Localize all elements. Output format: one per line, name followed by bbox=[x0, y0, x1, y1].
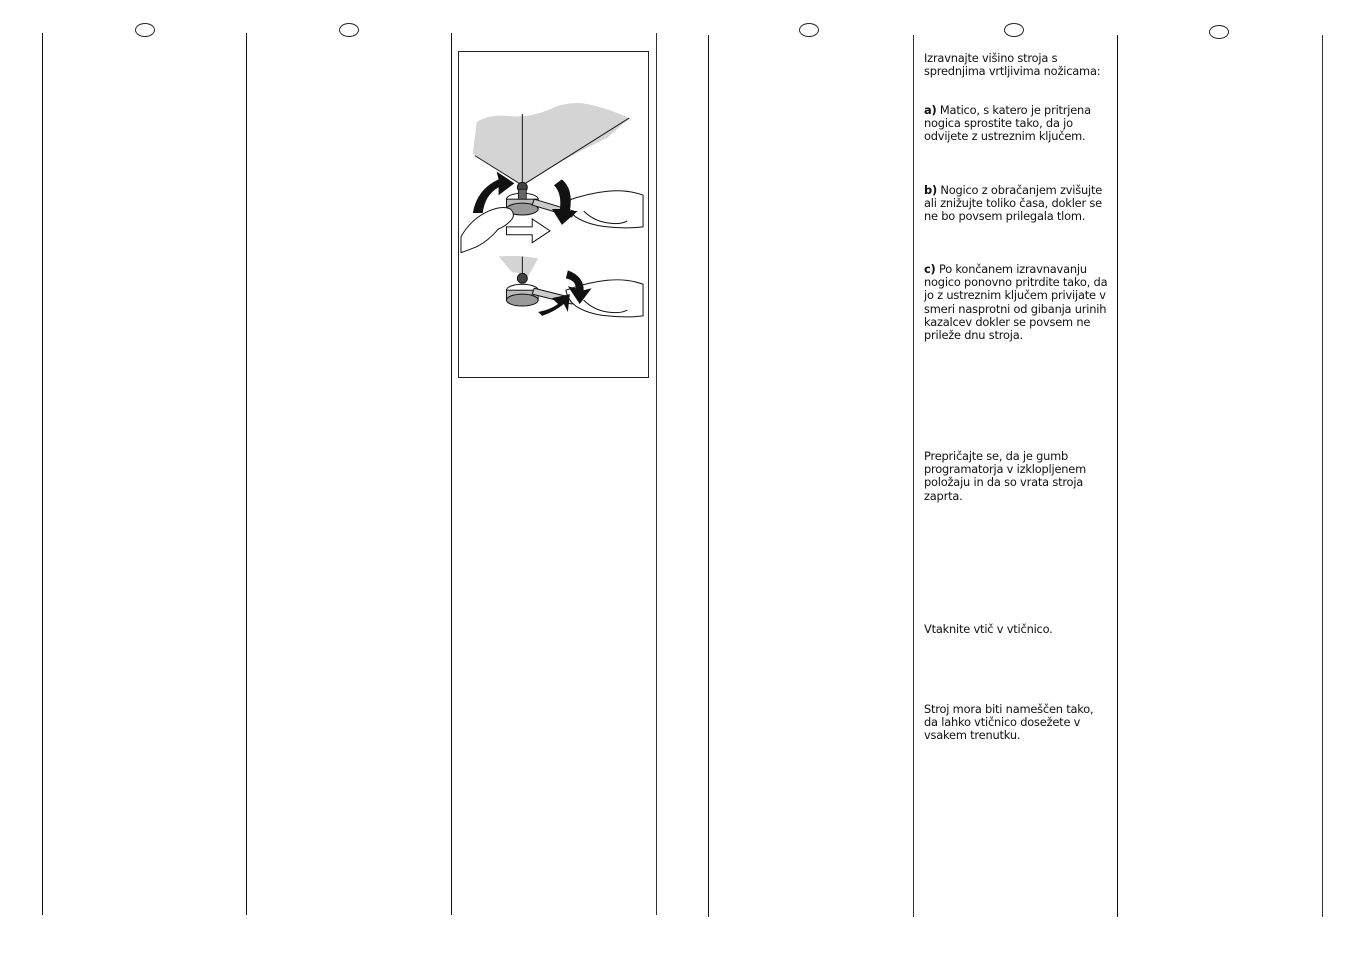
step-a-paragraph bbox=[924, 104, 1110, 144]
language-marker-oval bbox=[1004, 23, 1024, 37]
check-paragraph bbox=[924, 450, 1110, 503]
language-marker-oval bbox=[1209, 25, 1229, 39]
step-c-text: Po končanem izravnavanju nogico ponovno pritrdite tako, da jo z ustreznim ključem privijate v smeri nasprotni od gibanja urinih kazalcev dokler se povsem ne prileže dnu stroja. bbox=[924, 262, 1108, 343]
foot-adjustment-illustration bbox=[458, 51, 649, 378]
step-a-label: a) bbox=[924, 103, 937, 117]
machine-base-icon bbox=[499, 256, 539, 276]
column-rule-4 bbox=[656, 33, 657, 915]
check-text: Prepričajte se, da je gumb programatorja v izklopljenem položaju in da so vrata stroja zaprta. bbox=[924, 449, 1087, 503]
column-rule-7 bbox=[1117, 35, 1118, 917]
column-rule-3 bbox=[451, 33, 452, 915]
step-a-text: Matico, s katero je pritrjena nogica sprostite tako, da jo odvijete z ustreznim ključem. bbox=[924, 103, 1091, 144]
language-marker-oval bbox=[799, 23, 819, 37]
column-rule-1 bbox=[42, 33, 43, 915]
step-b-paragraph bbox=[924, 184, 1110, 224]
column-rule-8 bbox=[1322, 35, 1323, 917]
step-b-text: Nogico z obračanjem zvišujte ali znižujte toliko časa, dokler se ne bo povsem prilegala tlom. bbox=[924, 183, 1103, 224]
plug-text: Vtaknite vtič v vtičnico. bbox=[924, 622, 1053, 636]
column-rule-6 bbox=[913, 35, 914, 917]
step-b-label: b) bbox=[924, 183, 937, 197]
hand-icon bbox=[461, 191, 643, 253]
step-c-label: c) bbox=[924, 262, 936, 276]
intro-paragraph bbox=[924, 52, 1110, 78]
column-rule-2 bbox=[246, 33, 247, 915]
access-text: Stroj mora biti nameščen tako, da lahko vtičnico dosežete v vsakem trenutku. bbox=[924, 702, 1094, 743]
rotation-arrow-icon bbox=[506, 219, 550, 243]
access-paragraph bbox=[924, 703, 1110, 743]
plug-paragraph bbox=[924, 623, 1110, 636]
language-marker-oval bbox=[135, 23, 155, 37]
step-c-paragraph bbox=[924, 263, 1110, 342]
language-marker-oval bbox=[339, 23, 359, 37]
intro-text: Izravnajte višino stroja s sprednjima vrtljivima nožicama: bbox=[924, 51, 1101, 79]
machine-base-icon bbox=[473, 103, 629, 185]
column-rule-5 bbox=[708, 35, 709, 917]
